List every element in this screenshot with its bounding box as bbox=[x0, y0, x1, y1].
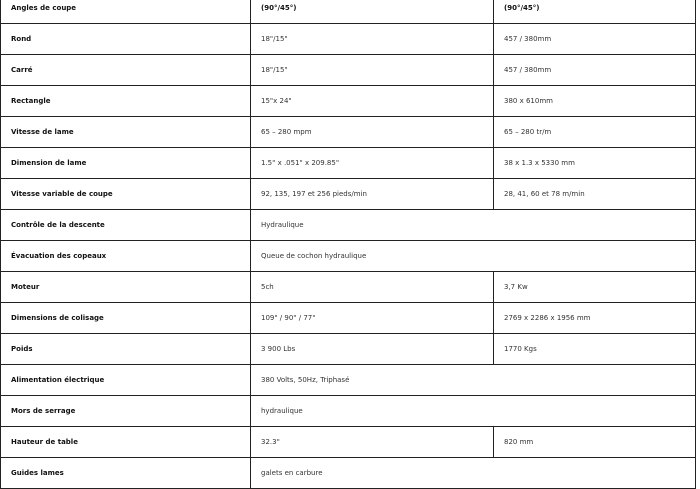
row-value: galets en carbure bbox=[251, 458, 696, 489]
row-value-imperial: 18"/15" bbox=[251, 55, 494, 86]
row-label: Rectangle bbox=[1, 86, 251, 117]
row-value-metric: 3,7 Kw bbox=[494, 272, 696, 303]
row-value: 380 Volts, 50Hz, Triphasé bbox=[251, 365, 696, 396]
row-value-metric: 457 / 380mm bbox=[494, 24, 696, 55]
header-label: Angles de coupe bbox=[1, 0, 251, 24]
row-value-imperial: 18"/15" bbox=[251, 24, 494, 55]
table-row bbox=[1, 210, 696, 241]
table-row bbox=[1, 396, 696, 427]
row-value-imperial: 32.3" bbox=[251, 427, 494, 458]
table-row bbox=[1, 55, 696, 86]
table-row bbox=[1, 86, 696, 117]
table-row bbox=[1, 458, 696, 489]
row-value-imperial: 5ch bbox=[251, 272, 494, 303]
row-label: Alimentation électrique bbox=[1, 365, 251, 396]
table-header-row bbox=[1, 0, 696, 24]
row-value-metric: 28, 41, 60 et 78 m/min bbox=[494, 179, 696, 210]
row-label: Hauteur de table bbox=[1, 427, 251, 458]
row-label: Dimension de lame bbox=[1, 148, 251, 179]
table-row bbox=[1, 24, 696, 55]
table-row bbox=[1, 179, 696, 210]
row-value-metric: 457 / 380mm bbox=[494, 55, 696, 86]
row-value: Queue de cochon hydraulique bbox=[251, 241, 696, 272]
row-value-imperial: 1.5" x .051" x 209.85" bbox=[251, 148, 494, 179]
row-label: Poids bbox=[1, 334, 251, 365]
row-value-imperial: 65 – 280 mpm bbox=[251, 117, 494, 148]
row-value-imperial: 15"x 24" bbox=[251, 86, 494, 117]
row-value-metric: 820 mm bbox=[494, 427, 696, 458]
table-row bbox=[1, 148, 696, 179]
table-row bbox=[1, 334, 696, 365]
row-value: hydraulique bbox=[251, 396, 696, 427]
row-label: Mors de serrage bbox=[1, 396, 251, 427]
row-label: Évacuation des copeaux bbox=[1, 241, 251, 272]
table-row bbox=[1, 272, 696, 303]
row-value-metric: 2769 x 2286 x 1956 mm bbox=[494, 303, 696, 334]
row-label: Contrôle de la descente bbox=[1, 210, 251, 241]
row-value-metric: 38 x 1.3 x 5330 mm bbox=[494, 148, 696, 179]
row-label: Carré bbox=[1, 55, 251, 86]
row-value-metric: 1770 Kgs bbox=[494, 334, 696, 365]
row-label: Dimensions de colisage bbox=[1, 303, 251, 334]
table-row bbox=[1, 303, 696, 334]
row-label: Vitesse de lame bbox=[1, 117, 251, 148]
table-row bbox=[1, 241, 696, 272]
row-value-metric: 380 x 610mm bbox=[494, 86, 696, 117]
row-label: Moteur bbox=[1, 272, 251, 303]
row-label: Guides lames bbox=[1, 458, 251, 489]
table-row bbox=[1, 365, 696, 396]
row-value-imperial: 109" / 90" / 77" bbox=[251, 303, 494, 334]
row-label: Vitesse variable de coupe bbox=[1, 179, 251, 210]
row-label: Rond bbox=[1, 24, 251, 55]
header-col2: (90°/45°) bbox=[494, 0, 696, 24]
row-value-imperial: 3 900 Lbs bbox=[251, 334, 494, 365]
row-value: Hydraulique bbox=[251, 210, 696, 241]
table-row bbox=[1, 117, 696, 148]
table-row bbox=[1, 427, 696, 458]
row-value-metric: 65 – 280 tr/m bbox=[494, 117, 696, 148]
header-col1: (90°/45°) bbox=[251, 0, 494, 24]
row-value-imperial: 92, 135, 197 et 256 pieds/min bbox=[251, 179, 494, 210]
